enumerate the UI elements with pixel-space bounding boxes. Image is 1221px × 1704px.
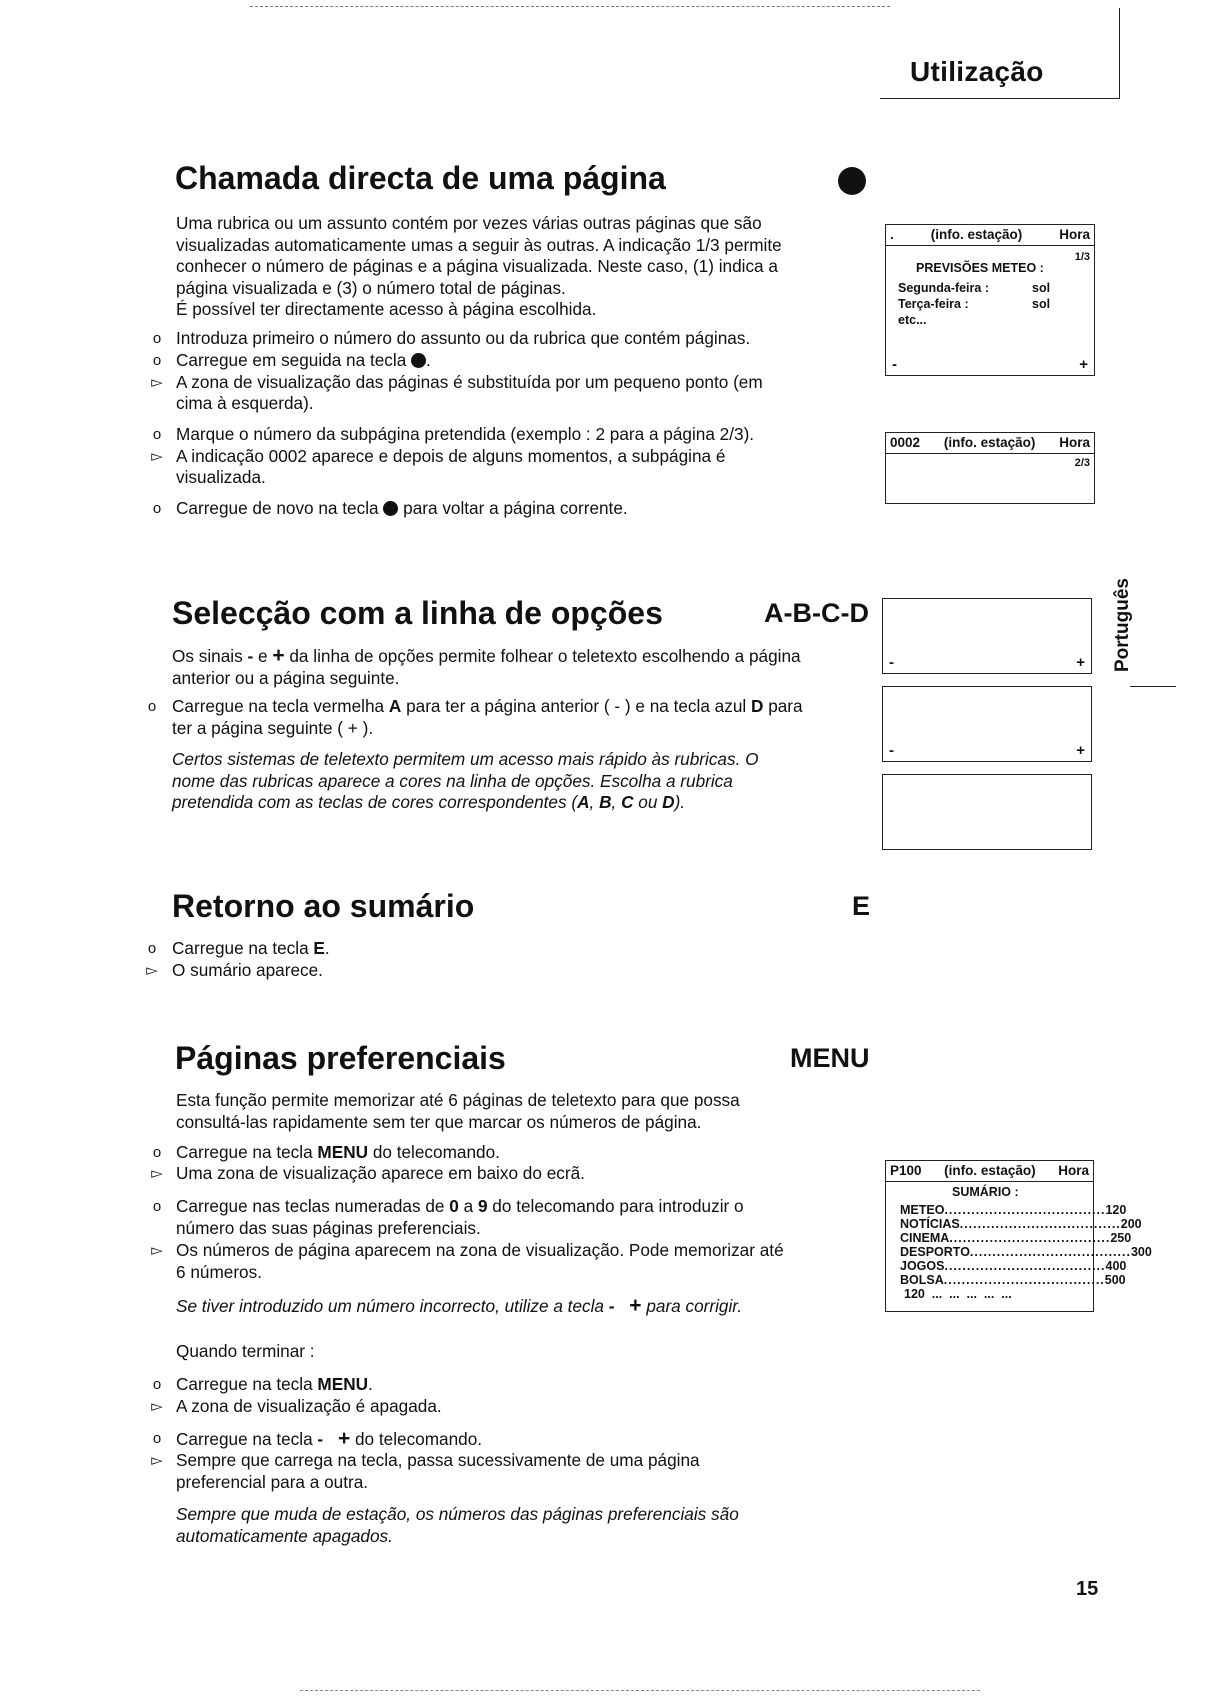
step-part: do telecomando para introduzir o [492, 1196, 744, 1216]
key-menu: MENU [317, 1142, 369, 1162]
screen-divider [886, 453, 1094, 454]
step-text: A zona de visualização é apagada. [176, 1396, 442, 1416]
section4-final-note [176, 1504, 846, 1547]
option-line-panel [882, 598, 1092, 674]
step-part: Carregue nas teclas numeradas de [176, 1196, 445, 1216]
scan-edge-top [250, 6, 890, 9]
bullet-triangle: ▻ [151, 1398, 163, 1415]
plus-sign: + [272, 644, 285, 667]
summary-leader: .................................... [969, 1245, 1131, 1259]
step-text [176, 1428, 846, 1451]
key-a: A [577, 792, 590, 812]
page-header-title: Utilização [910, 56, 1044, 87]
bullet-circle: o [152, 1144, 162, 1161]
subpage-key-icon [838, 167, 866, 195]
subpage-key-icon [411, 353, 426, 368]
screen-row-value: sol [1032, 281, 1051, 295]
screen-header-time: Hora [1059, 435, 1090, 450]
option-line-panel [882, 686, 1092, 762]
bullet-circle: o [152, 330, 162, 347]
header-rule [880, 98, 1120, 99]
note-part: , [611, 792, 622, 812]
bullet-circle: o [147, 940, 157, 957]
step-text [176, 350, 846, 372]
screen-header-station: (info. estação) [943, 435, 1036, 450]
note-part: , [589, 792, 600, 812]
bullet-triangle: ▻ [151, 448, 163, 465]
summary-number: 500 [1104, 1273, 1126, 1287]
step-line: ter a página seguinte ( + ). [172, 717, 374, 738]
bullet-circle: o [147, 698, 157, 715]
step-text [176, 1142, 846, 1164]
step-line: 6 números. [176, 1261, 262, 1282]
summary-label: NOTÍCIAS [900, 1217, 960, 1231]
key-menu: MENU [317, 1374, 369, 1394]
plus-sign: + [629, 1294, 642, 1317]
when-done-label: Quando terminar : [176, 1341, 315, 1361]
step-line [172, 696, 862, 718]
bullet-circle: o [152, 500, 162, 517]
note-part: Se tiver introduzido um número incorrecto, utilize a tecla [176, 1296, 604, 1316]
page-counter: 1/3 [1074, 251, 1090, 263]
teletext-screen-meteo [885, 224, 1095, 376]
note-line: automaticamente apagados. [176, 1525, 393, 1546]
intro-line: conhecer o número de páginas e a página visualizada. Neste caso, (1) indica a [176, 256, 778, 276]
step-part: . [324, 938, 330, 958]
header-vertical-rule [1119, 8, 1120, 99]
summary-row [900, 1273, 1126, 1287]
summary-row [900, 1259, 1127, 1273]
step-text: cima à esquerda). [176, 393, 314, 413]
screen-header-page: 0002 [890, 435, 921, 450]
option-plus: + [1076, 742, 1085, 759]
step-text [176, 1240, 856, 1283]
note-line: nome das rubricas aparece a cores na linha de opções. Escolha a rubrica [172, 770, 733, 791]
section-title-direct-page: Chamada directa de uma página [175, 160, 666, 196]
language-tab: Português [1112, 578, 1133, 672]
screen-row-label: Segunda-feira : [898, 281, 989, 295]
page-counter: 2/3 [1074, 457, 1090, 469]
key-b: B [599, 792, 612, 812]
note-line [172, 792, 862, 814]
step-text-part: para voltar a página corrente. [403, 498, 628, 518]
section-key-e: E [852, 891, 871, 921]
screen-header [886, 225, 1094, 242]
step-text [172, 696, 862, 739]
teletext-screen-subpage [885, 432, 1095, 504]
step-part: Carregue na tecla vermelha [172, 696, 385, 716]
language-tab-rule [1130, 686, 1176, 687]
key-c: C [621, 792, 634, 812]
summary-leader: .................................... [959, 1217, 1121, 1231]
intro-line: visualizadas automaticamente umas a seguir às outras. A indicação 1/3 permite [176, 234, 782, 255]
subpage-key-icon [383, 501, 398, 516]
step-part: Carregue na tecla [176, 1142, 313, 1162]
summary-label: METEO [900, 1203, 945, 1217]
option-minus: - [889, 742, 894, 759]
note-line: Certos sistemas de teletexto permitem um acesso mais rápido às rubricas. O [172, 749, 759, 769]
screen-divider [886, 245, 1094, 246]
bullet-circle: o [152, 1430, 162, 1447]
step-part: do telecomando. [372, 1142, 500, 1162]
screen-title: PREVISÕES METEO : [916, 261, 1044, 275]
summary-number: 400 [1105, 1259, 1127, 1273]
intro-line: Uma rubrica ou um assunto contém por vezes várias outras páginas que são [176, 213, 762, 233]
step-text [176, 1196, 846, 1239]
step-part: Carregue na tecla [176, 1429, 313, 1449]
step-line [176, 1196, 846, 1218]
screen-header-left: . [890, 227, 894, 242]
bullet-triangle: ▻ [151, 374, 163, 391]
option-line [892, 356, 1088, 373]
screen-header-station: (info. estação) [944, 1163, 1036, 1178]
option-minus: - [889, 654, 894, 671]
step-part: para ter a página anterior ( - ) e na tecla azul [406, 696, 747, 716]
bullet-circle: o [152, 1376, 162, 1393]
note-part: pretendida com as teclas de cores correspondentes ( [172, 792, 578, 812]
step-text [176, 1450, 846, 1493]
page-number: 15 [1076, 1578, 1099, 1600]
key-9: 9 [477, 1196, 488, 1216]
step-text [176, 498, 846, 520]
screen-row-label: Terça-feira : [898, 297, 969, 311]
section-key-abcd: A-B-C-D [764, 598, 869, 628]
section-title-summary: Retorno ao sumário [172, 888, 475, 924]
step-part: para [768, 696, 803, 716]
step-line: número das suas páginas preferenciais. [176, 1217, 481, 1238]
summary-row [900, 1231, 1132, 1245]
note-part: ou [633, 792, 663, 812]
section-title-favourite-pages: Páginas preferenciais [175, 1040, 506, 1076]
step-text: Introduza primeiro o número do assunto ou da rubrica que contém páginas. [176, 328, 751, 348]
plus-sign: + [337, 1427, 351, 1450]
intro-line: É possível ter directamente acesso à página escolhida. [176, 299, 597, 319]
intro-part: da linha de opções permite folhear o teletexto escolhendo a página [289, 646, 801, 666]
option-minus: - [892, 356, 897, 373]
summary-input-line: 120 ... ... ... ... ... [904, 1287, 1012, 1301]
step-part: . [368, 1374, 373, 1394]
step-part: Carregue na tecla [176, 1374, 313, 1394]
summary-number: 200 [1120, 1217, 1142, 1231]
step-line: preferencial para a outra. [176, 1471, 369, 1492]
intro-line: Esta função permite memorizar até 6 páginas de teletexto para que possa [176, 1090, 740, 1110]
bullet-circle: o [152, 352, 162, 369]
screen-header-page: P100 [890, 1163, 922, 1178]
note-line: Sempre que muda de estação, os números das páginas preferenciais são [176, 1504, 739, 1524]
screen-header-station: (info. estação) [930, 227, 1023, 242]
summary-leader: .................................... [944, 1259, 1106, 1273]
step-text-part: Carregue de novo na tecla [176, 498, 379, 518]
screen-header-time: Hora [1058, 1163, 1089, 1178]
step-text: O sumário aparece. [172, 960, 323, 980]
step-text: visualizada. [176, 467, 266, 487]
summary-leader: .................................... [949, 1231, 1111, 1245]
summary-row [900, 1217, 1142, 1231]
step-text: Marque o número da subpágina pretendida (exemplo : 2 para a página 2/3). [176, 424, 755, 444]
key-e: E [313, 938, 325, 958]
step-line: Sempre que carrega na tecla, passa sucessivamente de uma página [176, 1450, 700, 1470]
section4-note [176, 1295, 856, 1318]
option-line [889, 654, 1085, 671]
summary-list [900, 1203, 1152, 1301]
step-text-part: Carregue em seguida na tecla [176, 350, 407, 370]
summary-leader: .................................... [944, 1203, 1106, 1217]
note-part: ). [674, 792, 686, 812]
summary-row [900, 1203, 1127, 1217]
key-d: D [750, 696, 764, 716]
intro-line: anterior ou a página seguinte. [172, 667, 400, 688]
minus-sign: - [608, 1296, 615, 1316]
intro-part: e [257, 646, 268, 666]
bullet-triangle: ▻ [151, 1242, 163, 1259]
intro-line: consultá-las rapidamente sem ter que marcar os números de página. [176, 1111, 702, 1132]
option-plus: + [1076, 654, 1085, 671]
option-plus: + [1079, 356, 1088, 373]
section-key-menu: MENU [790, 1043, 870, 1073]
step-line: Os números de página aparecem na zona de visualização. Pode memorizar até [176, 1240, 784, 1260]
screen-row-label: etc... [898, 313, 927, 327]
step-text: A zona de visualização das páginas é substituída por um pequeno ponto (em [176, 372, 763, 392]
key-0: 0 [449, 1196, 459, 1216]
summary-number: 120 [1105, 1203, 1127, 1217]
summary-label: DESPORTO [900, 1245, 970, 1259]
summary-leader: .................................... [943, 1273, 1105, 1287]
section4-intro [176, 1090, 846, 1133]
colour-options-panel [882, 774, 1092, 850]
bullet-circle: o [152, 1198, 162, 1215]
key-d: D [662, 792, 675, 812]
section1-intro [176, 213, 846, 321]
screen-header-time: Hora [1059, 227, 1090, 242]
screen-divider [886, 1181, 1093, 1182]
step-text: A indicação 0002 aparece e depois de alguns momentos, a subpágina é [176, 446, 726, 466]
step-text: Uma zona de visualização aparece em baixo do ecrã. [176, 1163, 585, 1183]
section2-intro [172, 645, 862, 689]
intro-part: Os sinais [172, 646, 243, 666]
screen-row-value: sol [1032, 297, 1051, 311]
option-line [889, 742, 1085, 759]
step-part: do telecomando. [354, 1429, 483, 1449]
minus-sign: - [247, 646, 254, 666]
section2-note [172, 749, 862, 814]
step-part: Carregue na tecla [172, 938, 309, 958]
summary-row [900, 1245, 1152, 1259]
summary-label: JOGOS [900, 1259, 945, 1273]
screen-title: SUMÁRIO : [952, 1185, 1019, 1199]
step-part: a [463, 1196, 474, 1216]
step-text-part: . [426, 350, 431, 370]
teletext-screen-summary [885, 1160, 1152, 1312]
screen-header [886, 433, 1094, 450]
intro-line: página visualizada e (3) o número total de páginas. [176, 277, 566, 298]
bullet-triangle: ▻ [151, 1452, 163, 1469]
screen-header [886, 1161, 1093, 1178]
summary-label: BOLSA [900, 1273, 944, 1287]
minus-sign: - [317, 1429, 324, 1449]
section-title-options-line: Selecção com a linha de opções [172, 595, 663, 631]
key-a: A [388, 696, 402, 716]
summary-number: 300 [1130, 1245, 1152, 1259]
bullet-triangle: ▻ [146, 962, 158, 979]
intro-line [172, 645, 862, 668]
summary-number: 250 [1110, 1231, 1132, 1245]
bullet-triangle: ▻ [151, 1165, 163, 1182]
step-text [176, 1374, 846, 1396]
note-part: para corrigir. [646, 1296, 743, 1316]
summary-label: CINEMA [900, 1231, 950, 1245]
scan-edge-bottom [300, 1690, 980, 1693]
bullet-circle: o [152, 426, 162, 443]
step-text [172, 938, 842, 960]
